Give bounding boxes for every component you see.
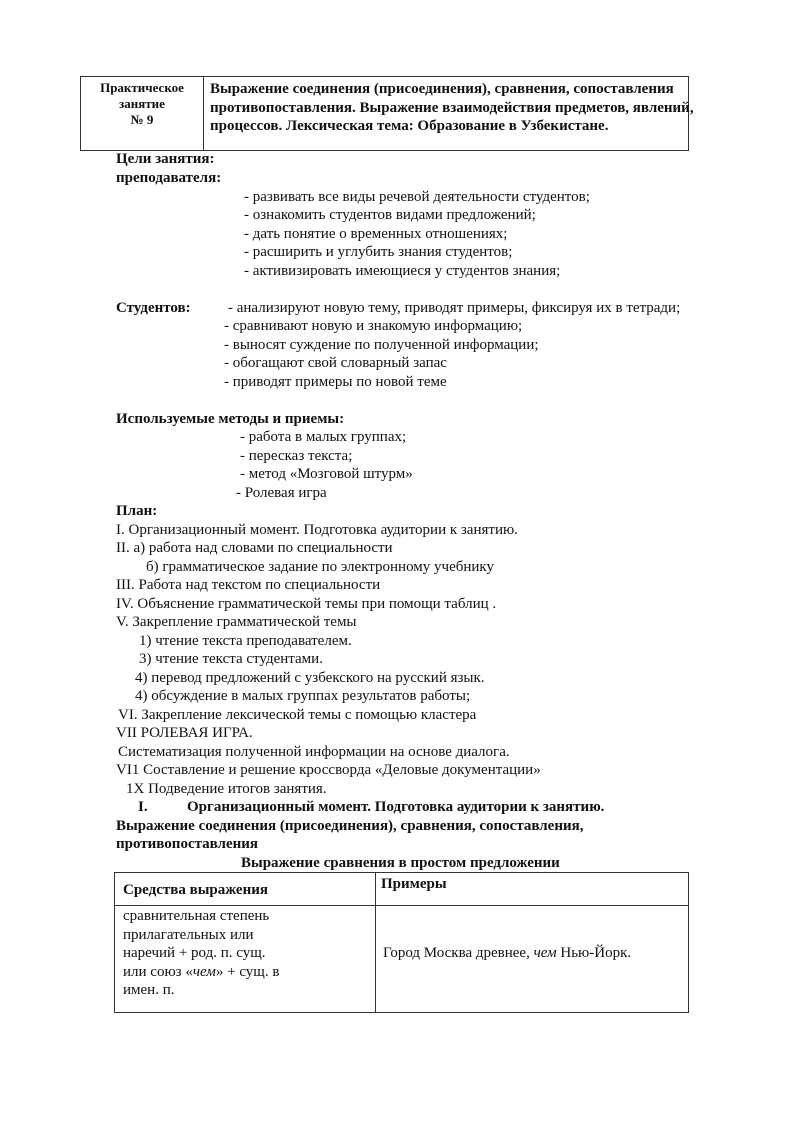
student-goal-item: - сравнивают новую и знакомую информацию; [224,318,523,334]
cell-text: » + сущ. в [215,963,280,980]
plan-line: б) грамматическое задание по электронному учебнику [146,559,494,575]
students-label: Студентов: [116,300,191,316]
plan-line: III. Работа над текстом по специальности [116,577,381,593]
plan-line: Систематизация полученной информации на основе диалога. [118,744,510,760]
table-cell-means [123,907,279,1000]
method-item: - работа в малых группах; [240,429,407,445]
comparison-table [114,872,689,1013]
cell-line: сравнительная степень [123,908,270,924]
method-item: - Ролевая игра [236,485,327,501]
table-header-means: Средства выражения [123,882,268,898]
plan-line: VII РОЛЕВАЯ ИГРА. [116,725,253,741]
teacher-goal-item: - активизировать имеющиеся у студентов знания; [244,263,561,279]
table-column-divider [375,873,376,1012]
method-item: - пересказ текста; [240,448,353,464]
cell-line: наречий + род. п. сущ. [123,945,266,961]
section-subtitle: противопоставления [116,836,259,852]
teacher-goal-item: - дать понятие о временных отношениях; [244,226,508,242]
plan-line: V. Закрепление грамматической темы [116,614,357,630]
teacher-goal-item: - развивать все виды речевой деятельности студентов; [244,189,590,205]
goals-title: Цели занятия: [116,151,215,167]
teacher-goal-item: - ознакомить студентов видами предложений; [244,207,536,223]
student-goal-item: - выносят суждение по полученной информации; [224,337,539,353]
student-goal-item: - обогащают свой словарный запас [224,355,447,371]
lesson-label-line: Практическое [100,80,184,95]
example-italic-word: чем [533,945,557,961]
lesson-number-cell [81,77,204,150]
goals-teacher-label: преподавателя: [116,170,222,186]
methods-title: Используемые методы и приемы: [116,411,345,427]
lesson-topic-cell [210,80,694,136]
section-numeral: I. [138,799,148,815]
plan-line: 4) перевод предложений с узбекского на русский язык. [135,670,485,686]
table-header-examples: Примеры [381,876,447,892]
cell-text: или союз « [123,963,193,980]
lesson-number: № 9 [130,112,154,127]
section-subtitle: Выражение соединения (присоединения), сравнения, сопоставления, [116,818,584,834]
cell-line: прилагательных или [123,926,254,943]
plan-line: VI1 Составление и решение кроссворда «Деловые документации» [116,762,541,778]
section-heading: Организационный момент. Подготовка аудитории к занятию. [187,799,605,815]
table-cell-example [383,944,631,963]
topic-line: Выражение соединения (присоединения), сравнения, сопоставления [210,81,674,97]
cell-italic-word: чем [192,963,216,980]
topic-line: противопоставления. Выражение взаимодействия предметов, явлений, [210,99,694,116]
student-goal-item: - приводят примеры по новой теме [224,374,447,390]
example-text: Нью-Йорк. [556,945,632,961]
teacher-goal-item: - расширить и углубить знания студентов; [244,244,513,260]
plan-line: 1) чтение текста преподавателем. [139,633,352,649]
plan-line: 3) чтение текста студентами. [139,651,323,667]
plan-title: План: [116,503,158,519]
plan-line: I. Организационный момент. Подготовка аудитории к занятию. [116,522,518,538]
plan-line: IV. Объяснение грамматической темы при помощи таблиц . [116,596,497,612]
plan-line: 4) обсуждение в малых группах результатов работы; [135,688,471,704]
cell-line: имен. п. [123,982,175,998]
plan-line: 1X Подведение итогов занятия. [126,781,327,797]
cell-line [123,963,279,982]
student-goal-item: - анализируют новую тему, приводят примеры, фиксируя их в тетради; [228,300,681,316]
lesson-header-table [80,76,694,151]
topic-line: процессов. Лексическая тема: Образование в Узбекистане. [210,118,609,134]
table-header-divider [115,905,688,906]
plan-line: VI. Закрепление лексической темы с помощью кластера [118,707,477,723]
plan-line: II. а) работа над словами по специальности [116,540,393,556]
table-caption: Выражение сравнения в простом предложении [241,855,560,871]
method-item: - метод «Мозговой штурм» [240,466,413,482]
lesson-label-line: занятие [119,96,165,111]
example-text: Город Москва древнее, [383,945,534,961]
